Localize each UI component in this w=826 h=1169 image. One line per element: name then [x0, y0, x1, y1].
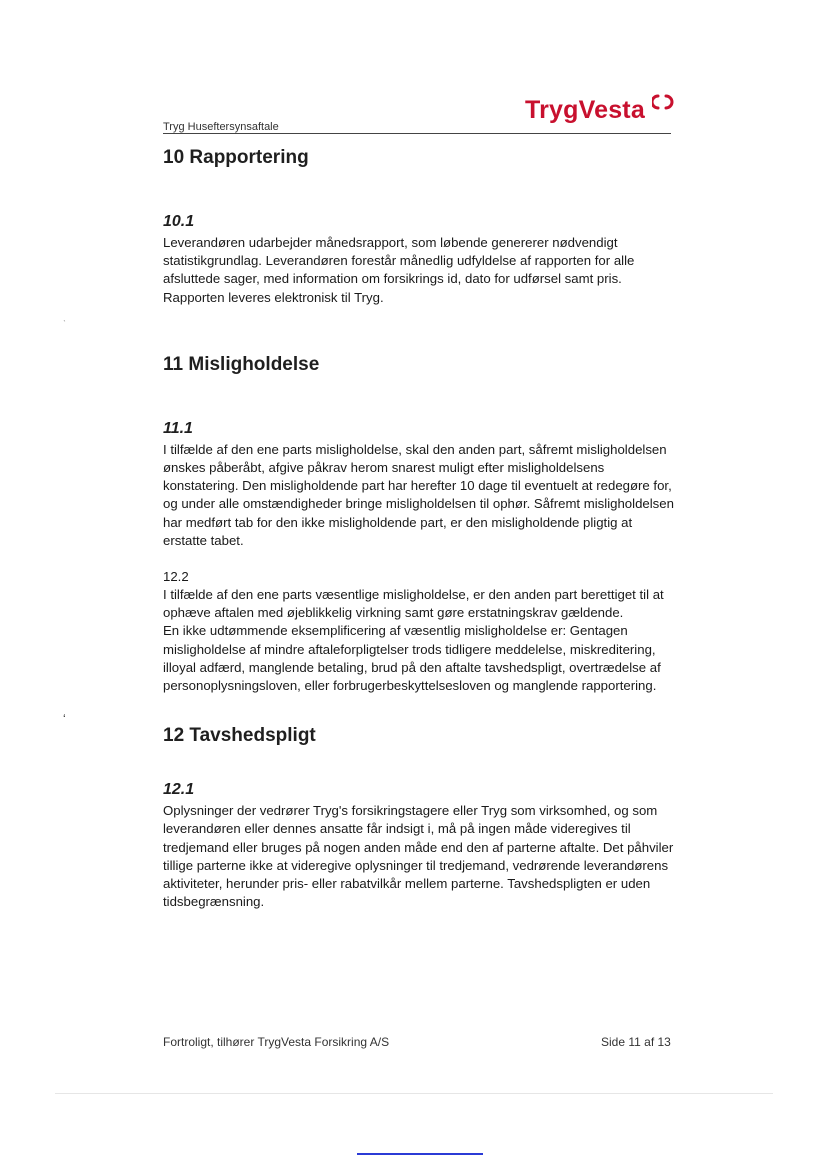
scan-speck: ˋ: [63, 319, 66, 329]
scan-speck: ʻ: [63, 712, 66, 726]
subsection-number-11-1: 11.1: [163, 419, 193, 437]
document-header-title: Tryg Huseftersynsaftale: [163, 121, 279, 133]
footer-page-number: Side 11 af 13: [601, 1035, 671, 1049]
subsection-number-12-1: 12.1: [163, 781, 195, 799]
subsection-number-10-1: 10.1: [163, 213, 195, 230]
paragraph-12-2-examples: En ikke udtømmende eksemplificering af væsentlig misligholdelse er: Gentagen misligholdelse af mindre aftaleforpligtelser trods tidligere meddelelse, miskreditering, illoyal adfærd, manglende betaling, brud på den aftalte tavshedspligt, overtrædelse af personoplysningsloven, eller forbrugerbeskyttelsesloven og manglende rapportering.: [163, 623, 661, 694]
header-divider: [163, 133, 671, 134]
paragraph-12-1: Oplysninger der vedrører Tryg's forsikringstagere eller Tryg som virksomhed, og som leverandøren eller dennes ansatte får indsigt i, må på ingen måde videregives til tredjemand eller bruges på nogen anden måde end den af parterne aftalte. Det påhviler tillige parterne ikke at videregive oplysninger til tredjemand, vedrørende leverandørens aktiviteter, herunder pris- eller rabatvilkår mellem parterne. Tavshedspligten er uden tidsbegrænsning.: [163, 803, 674, 910]
trygvesta-logo: TrygVesta: [525, 96, 645, 124]
document-body: [163, 147, 678, 911]
paragraph-12-2: I tilfælde af den ene parts væsentlige misligholdelse, er den anden part berettiget til at ophæve aftalen med øjeblikkelig virkning samt gøre erstatningskrav gældende.: [163, 587, 664, 621]
section-heading-tavshedspligt: 12 Tavshedspligt: [163, 725, 316, 747]
paragraph-10-1: Leverandøren udarbejder månedsrapport, som løbende genererer nødvendigt statistikgrundlag. Leverandøren forestår månedlig udfyldelse af rapporten for alle afsluttede sager, med information om forsikrings id, dato for udførsel samt pris. Rapporten leveres elektronisk til Tryg.: [163, 235, 635, 305]
footer-confidentiality: Fortroligt, tilhører TrygVesta Forsikring A/S: [163, 1035, 390, 1049]
section-heading-misligholdelse: 11 Misligholdelse: [163, 353, 320, 375]
section-heading-rapportering: 10 Rapportering: [163, 147, 309, 168]
paragraph-11-1: I tilfælde af den ene parts misligholdelse, skal den anden part, såfremt misligholdelsen ønskes påberåbt, afgive påkrav herom snarest muligt efter misligholdelsens konstatering. Den misligholdende part har herefter 10 dage til eventuelt at redegøre for, og under alle omstændigheder bringe misligholdelsen til ophør. Såfremt misligholdelsen har medført tab for den ikke misligholdende part, er den misligholdende pligtig at erstatte tabet.: [163, 441, 674, 548]
trygvesta-logo-icon: [652, 92, 674, 114]
page-bottom-divider: [55, 1093, 773, 1094]
bottom-link-underline[interactable]: [357, 1153, 483, 1155]
subsection-number-12-2: 12.2: [163, 569, 189, 585]
